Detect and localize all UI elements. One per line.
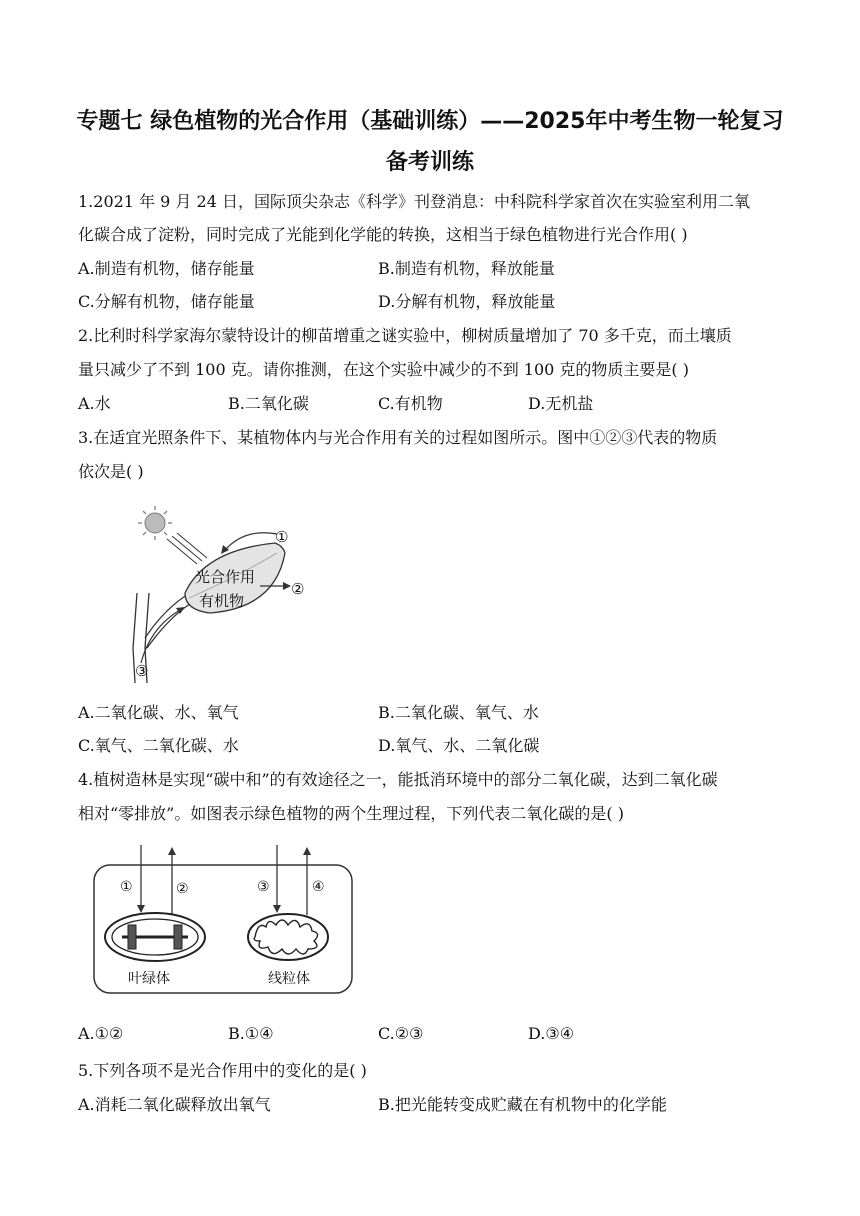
q4-text-line2: 相对“零排放”。如图表示绿色植物的两个生理过程，下列代表二氧化碳的是( ): [78, 804, 624, 823]
sun-icon: [138, 506, 172, 540]
q5-option-a[interactable]: A.消耗二氧化碳释放出氧气: [78, 1095, 271, 1114]
q3-photosynthesis-diagram: [125, 498, 315, 683]
q4-option-a[interactable]: A.①②: [78, 1024, 124, 1043]
page-title: 专题七 绿色植物的光合作用（基础训练）——2025年中考生物一轮复习: [76, 109, 784, 134]
mitochondria-shape: [248, 914, 328, 960]
q4-option-c[interactable]: C.②③: [378, 1024, 424, 1043]
q2-text-line2: 量只减少了不到 100 克。请你推测，在这个实验中减少的不到 100 克的物质主要是( ): [78, 360, 689, 379]
marker-4: ④: [312, 879, 325, 895]
photosynthesis-label: 光合作用: [195, 568, 256, 586]
q4-option-d[interactable]: D.③④: [528, 1024, 575, 1043]
marker-3: ③: [135, 662, 149, 680]
q1-option-b[interactable]: B.制造有机物，释放能量: [378, 259, 555, 278]
q4-text-line1: 4.植树造林是实现“碳中和”的有效途径之一，能抵消环境中的部分二氧化碳，达到二氧化碳: [78, 770, 718, 789]
q3-option-d[interactable]: D.氧气、水、二氧化碳: [378, 736, 540, 755]
q1-option-d[interactable]: D.分解有机物，释放能量: [378, 292, 556, 311]
q1-option-a[interactable]: A.制造有机物，储存能量: [78, 259, 255, 278]
q1-option-c[interactable]: C.分解有机物，储存能量: [78, 292, 255, 311]
q5-option-b[interactable]: B.把光能转变成贮藏在有机物中的化学能: [378, 1095, 667, 1114]
q3-option-b[interactable]: B.二氧化碳、氧气、水: [378, 703, 539, 722]
marker-3: ③: [257, 879, 270, 895]
q2-text-line1: 2.比利时科学家海尔蒙特设计的柳苗增重之谜实验中，柳树质量增加了 70 多千克，而土壤质: [78, 326, 732, 345]
q2-option-a[interactable]: A.水: [78, 394, 111, 413]
q1-text-line1: 1.2021 年 9 月 24 日，国际顶尖杂志《科学》刊登消息：中科院科学家首次在实验室利用二氧: [78, 192, 750, 211]
q2-option-c[interactable]: C.有机物: [378, 394, 443, 413]
chloroplast-label: 叶绿体: [128, 971, 170, 987]
marker-1: ①: [120, 879, 133, 895]
q4-organelle-diagram: [92, 843, 356, 998]
q5-text-line1: 5.下列各项不是光合作用中的变化的是( ): [78, 1061, 367, 1080]
q3-option-a[interactable]: A.二氧化碳、水、氧气: [78, 703, 239, 722]
q1-text-line2: 化碳合成了淀粉，同时完成了光能到化学能的转换，这相当于绿色植物进行光合作用( ): [78, 225, 688, 244]
chloroplast-shape: [105, 913, 205, 961]
page-title-continued: 备考训练: [385, 150, 474, 175]
q2-option-d[interactable]: D.无机盐: [528, 394, 594, 413]
q3-text-line1: 3.在适宜光照条件下、某植物体内与光合作用有关的过程如图所示。图中①②③代表的物质: [78, 428, 718, 447]
q3-text-line2: 依次是( ): [78, 462, 144, 481]
q4-option-b[interactable]: B.①④: [228, 1024, 274, 1043]
marker-2: ②: [291, 580, 305, 598]
marker-2: ②: [176, 881, 189, 897]
q2-option-b[interactable]: B.二氧化碳: [228, 394, 309, 413]
organic-matter-label: 有机物: [199, 592, 245, 610]
marker-1: ①: [275, 528, 289, 546]
mitochondria-label: 线粒体: [268, 971, 310, 987]
q3-option-c[interactable]: C.氧气、二氧化碳、水: [78, 736, 239, 755]
